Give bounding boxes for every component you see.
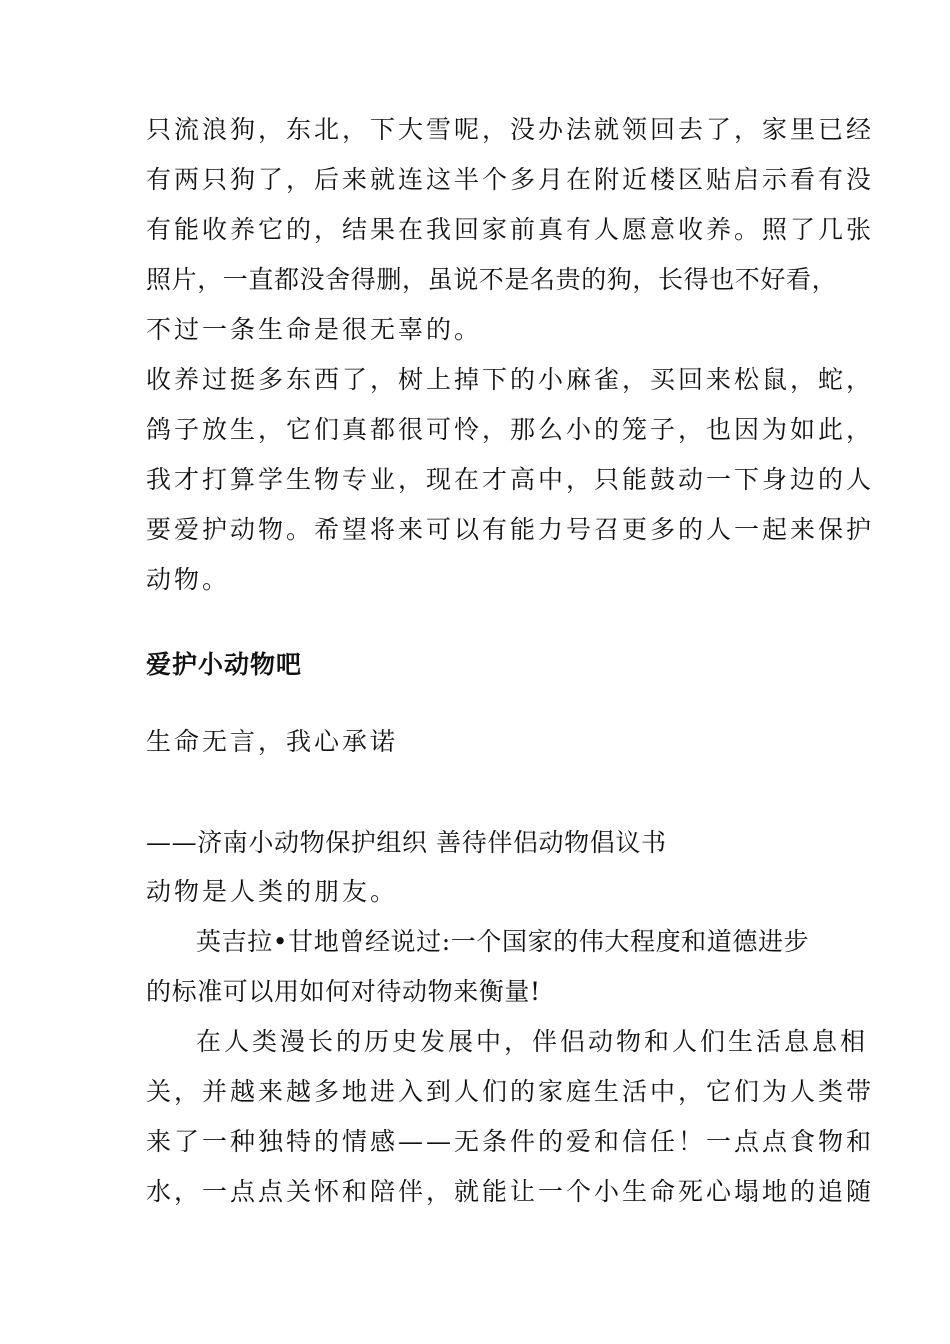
paragraph-2-line-3: 我才打算学生物专业，现在才高中，只能鼓动一下身边的人 [146, 465, 875, 494]
paragraph-3-line-1: 在人类漫长的历史发展中，伴侣动物和人们生活息息相 [196, 1027, 869, 1056]
paragraph-2-line-1: 收养过挺多东西了，树上掉下的小麻雀，买回来松鼠，蛇， [146, 365, 875, 394]
quote-line-2: 的标准可以用如何对待动物来衡量! [146, 977, 541, 1006]
paragraph-1-line-4: 照片，一直都没舍得删，虽说不是名贵的狗，长得也不好看， [146, 265, 838, 294]
paragraph-3-line-2: 关，并越来越多地进入到人们的家庭生活中，它们为人类带 [146, 1077, 875, 1106]
quote-line-1: 英吉拉•甘地曾经说过:一个国家的伟大程度和道德进步 [196, 927, 810, 956]
paragraph-2-line-5: 动物。 [146, 565, 231, 594]
paragraph-2-line-4: 要爱护动物。希望将来可以有能力号召更多的人一起来保护 [146, 515, 875, 544]
source-line: ——济南小动物保护组织 善待伴侣动物倡议书 [146, 828, 667, 857]
paragraph-1-line-2: 有两只狗了，后来就连这半个多月在附近楼区贴启示看有没 [146, 165, 875, 194]
paragraph-1-line-3: 有能收养它的，结果在我回家前真有人愿意收养。照了几张 [146, 215, 875, 244]
paragraph-3-line-3: 来了一种独特的情感——无条件的爱和信任！一点点食物和 [146, 1127, 875, 1156]
paragraph-3-line-4: 水，一点点关怀和陪伴，就能让一个小生命死心塌地的追随 [146, 1177, 875, 1206]
section-heading: 爱护小动物吧 [146, 650, 303, 679]
paragraph-1-line-5: 不过一条生命是很无辜的。 [146, 315, 483, 344]
paragraph-1-line-1: 只流浪狗，东北，下大雪呢，没办法就领回去了，家里已经 [146, 115, 875, 144]
intro-line: 动物是人类的朋友。 [146, 877, 399, 906]
subtitle: 生命无言，我心承诺 [146, 727, 399, 756]
paragraph-2-line-2: 鸽子放生，它们真都很可怜，那么小的笼子，也因为如此， [146, 415, 875, 444]
